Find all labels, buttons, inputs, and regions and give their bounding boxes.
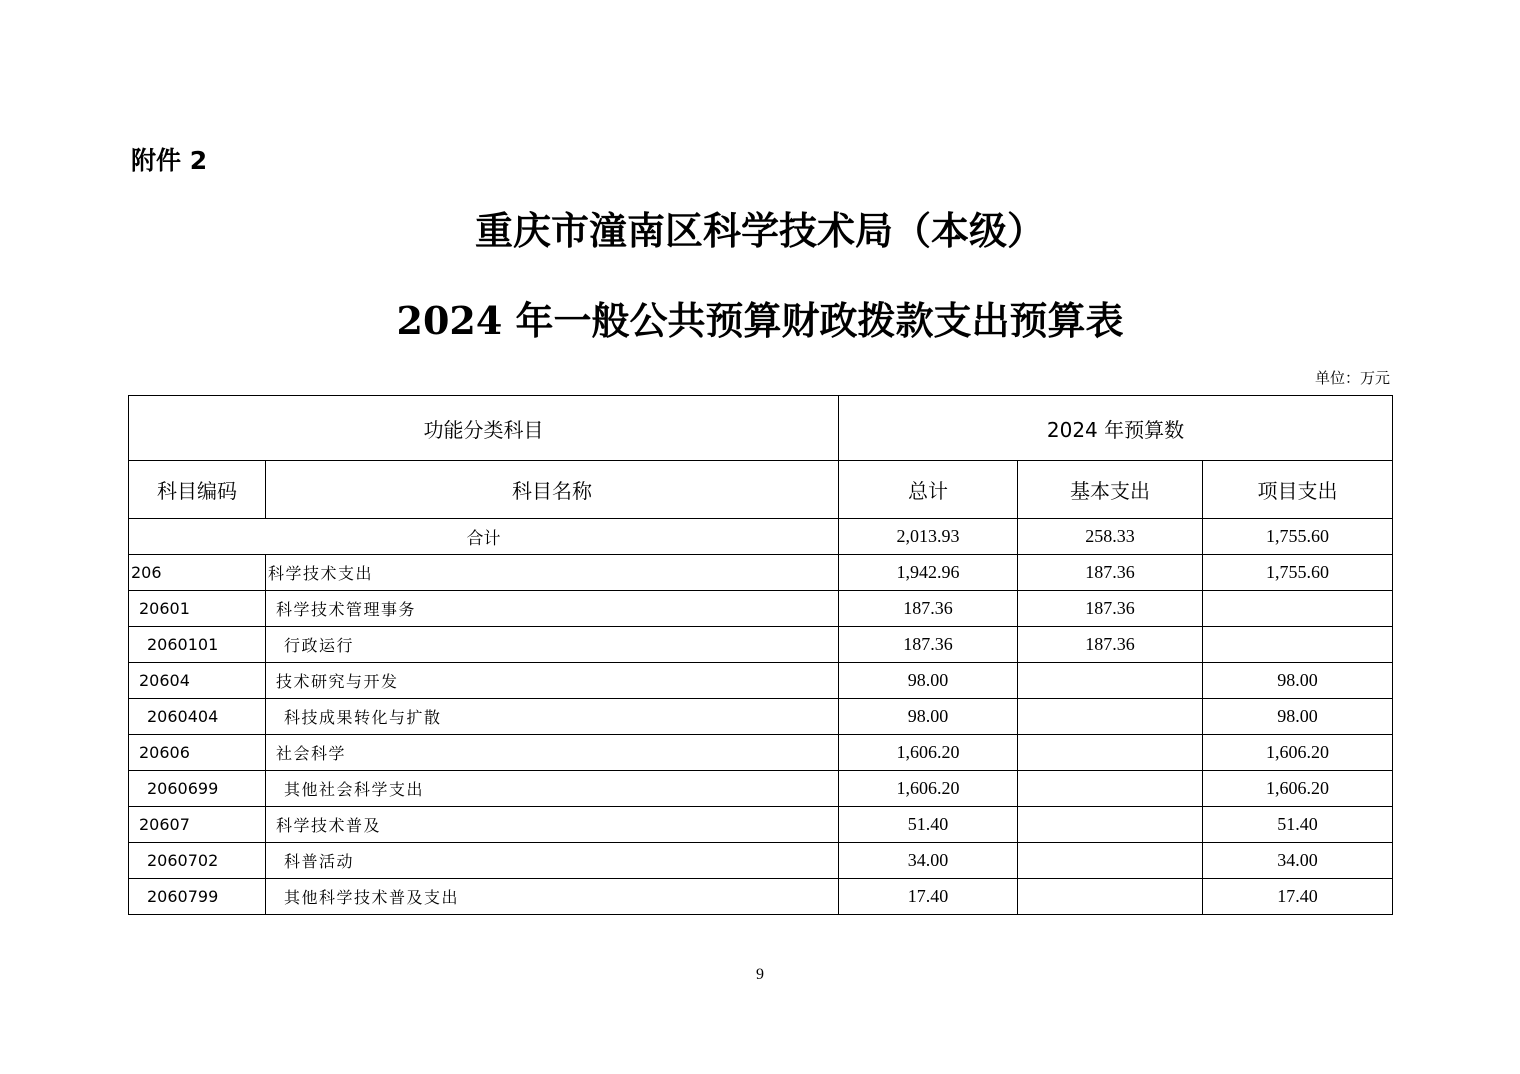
- name-cell: 社会科学: [266, 735, 839, 771]
- name-cell: 科学技术管理事务: [266, 591, 839, 627]
- total-row: [129, 519, 1393, 555]
- header-functional-category: 功能分类科目: [129, 396, 839, 461]
- basic-cell: [1018, 771, 1203, 807]
- table-row: [129, 663, 1393, 699]
- table-row: [129, 699, 1393, 735]
- table-row: [129, 555, 1393, 591]
- total-cell: 187.36: [839, 591, 1018, 627]
- document-title: 重庆市潼南区科学技术局（本级）: [474, 209, 1045, 253]
- project-cell: 1,606.20: [1203, 735, 1393, 771]
- total-cell: 1,942.96: [839, 555, 1018, 591]
- total-cell: 1,606.20: [839, 771, 1018, 807]
- code-cell: 206: [129, 555, 266, 591]
- basic-cell: [1018, 663, 1203, 699]
- header-total: 总计: [839, 461, 1018, 519]
- project-cell: 98.00: [1203, 699, 1393, 735]
- total-cell: 34.00: [839, 843, 1018, 879]
- name-cell: 科技成果转化与扩散: [266, 699, 839, 735]
- name-cell: 行政运行: [266, 627, 839, 663]
- name-cell: 科普活动: [266, 843, 839, 879]
- project-cell: 98.00: [1203, 663, 1393, 699]
- name-cell: 科学技术支出: [266, 555, 839, 591]
- basic-cell: [1018, 879, 1203, 915]
- table-row: [129, 843, 1393, 879]
- table-row: [129, 771, 1393, 807]
- code-cell: 2060699: [129, 771, 266, 807]
- project-cell: 51.40: [1203, 807, 1393, 843]
- basic-cell: [1018, 735, 1203, 771]
- table-row: [129, 807, 1393, 843]
- basic-cell: 187.36: [1018, 627, 1203, 663]
- code-cell: 2060101: [129, 627, 266, 663]
- table-row: [129, 627, 1393, 663]
- basic-cell: [1018, 807, 1203, 843]
- total-cell: 17.40: [839, 879, 1018, 915]
- project-cell: 1,606.20: [1203, 771, 1393, 807]
- code-cell: 2060799: [129, 879, 266, 915]
- page-number: 9: [756, 966, 764, 983]
- total-cell: 98.00: [839, 699, 1018, 735]
- total-cell: 51.40: [839, 807, 1018, 843]
- basic-cell: 258.33: [1018, 519, 1203, 555]
- project-cell: [1203, 627, 1393, 663]
- basic-cell: [1018, 699, 1203, 735]
- attachment-label: 附件 2: [131, 146, 208, 175]
- project-cell: 1,755.60: [1203, 555, 1393, 591]
- header-subject-code: 科目编码: [129, 461, 266, 519]
- total-cell: 1,606.20: [839, 735, 1018, 771]
- project-cell: 34.00: [1203, 843, 1393, 879]
- table-row: [129, 591, 1393, 627]
- table-row: [129, 735, 1393, 771]
- code-cell: 2060702: [129, 843, 266, 879]
- project-cell: [1203, 591, 1393, 627]
- code-cell: 20601: [129, 591, 266, 627]
- header-project-expenditure: 项目支出: [1203, 461, 1393, 519]
- code-cell: 2060404: [129, 699, 266, 735]
- budget-table: [128, 395, 1393, 915]
- table-row: [129, 879, 1393, 915]
- project-cell: 17.40: [1203, 879, 1393, 915]
- basic-cell: 187.36: [1018, 591, 1203, 627]
- total-cell: 2,013.93: [839, 519, 1018, 555]
- name-cell: 科学技术普及: [266, 807, 839, 843]
- code-cell: 20604: [129, 663, 266, 699]
- total-cell: 98.00: [839, 663, 1018, 699]
- document-subtitle: 2024 年一般公共预算财政拨款支出预算表: [396, 298, 1124, 343]
- header-basic-expenditure: 基本支出: [1018, 461, 1203, 519]
- name-cell: 技术研究与开发: [266, 663, 839, 699]
- basic-cell: [1018, 843, 1203, 879]
- unit-label: 单位：万元: [1314, 369, 1390, 387]
- header-budget-2024: 2024 年预算数: [839, 396, 1393, 461]
- name-cell: 其他科学技术普及支出: [266, 879, 839, 915]
- header-subject-name: 科目名称: [266, 461, 839, 519]
- total-label: 合计: [129, 519, 839, 555]
- code-cell: 20607: [129, 807, 266, 843]
- name-cell: 其他社会科学支出: [266, 771, 839, 807]
- project-cell: 1,755.60: [1203, 519, 1393, 555]
- code-cell: 20606: [129, 735, 266, 771]
- basic-cell: 187.36: [1018, 555, 1203, 591]
- total-cell: 187.36: [839, 627, 1018, 663]
